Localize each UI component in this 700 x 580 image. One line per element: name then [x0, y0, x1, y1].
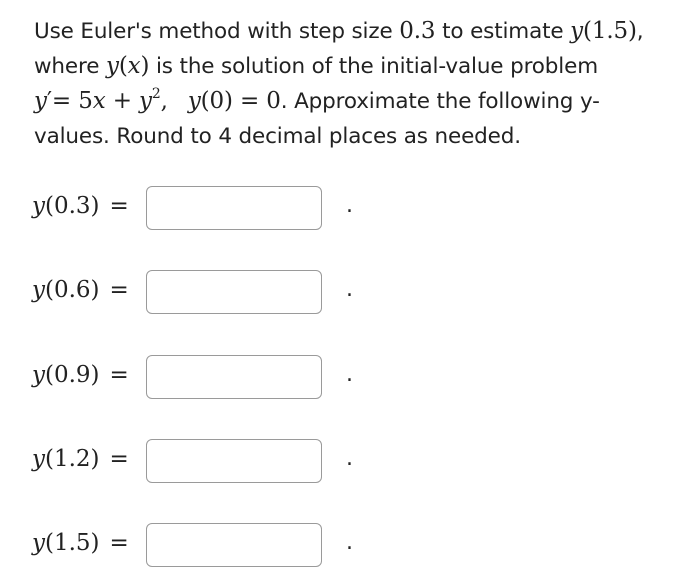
- ode-prime: ′: [46, 88, 52, 114]
- solution-variable: x: [127, 53, 141, 79]
- solution-function: y: [105, 53, 119, 79]
- equals-sign: =: [109, 362, 129, 388]
- problem-text: to estimate: [435, 19, 571, 44]
- ode-equals: = 5: [51, 88, 93, 114]
- ode-plus: +: [105, 88, 139, 114]
- step-size-value: 0.3: [399, 18, 436, 44]
- answer-row-4: [32, 438, 372, 488]
- initial-condition: [188, 89, 281, 114]
- target-argument: (1.5): [583, 18, 637, 44]
- problem-statement: [34, 14, 684, 154]
- answer-label: [32, 446, 129, 472]
- problem-text: ,: [636, 19, 644, 44]
- problem-text: . Approximate the following y-: [280, 89, 600, 114]
- answer-row-1: [32, 185, 372, 235]
- equals-sign: =: [109, 277, 129, 303]
- ode-y: y: [34, 88, 47, 114]
- answer-argument: (0.6): [45, 277, 100, 303]
- answer-row-3: [32, 354, 372, 404]
- target-function: y: [570, 18, 584, 44]
- equals-sign: =: [109, 530, 129, 556]
- answer-row-5: [32, 522, 372, 572]
- answer-function: y: [32, 530, 45, 556]
- trailing-period: .: [346, 446, 353, 471]
- problem-text: Use Euler's method with step size: [34, 19, 400, 44]
- answer-function: y: [32, 277, 45, 303]
- differential-equation: [34, 86, 168, 114]
- answer-input-y-1.2[interactable]: [146, 439, 322, 483]
- answer-argument: (1.5): [45, 530, 100, 556]
- answer-input-y-0.9[interactable]: [146, 355, 322, 399]
- trailing-period: .: [346, 530, 353, 555]
- answer-label: [32, 362, 129, 388]
- ode-y-squared: y: [138, 88, 152, 114]
- problem-text: is the solution of the initial-value problem: [149, 54, 598, 79]
- answer-function: y: [32, 446, 45, 472]
- trailing-period: .: [346, 193, 353, 218]
- answer-input-y-0.3[interactable]: [146, 186, 322, 230]
- answer-function: y: [32, 193, 45, 219]
- answer-argument: (0.3): [45, 193, 100, 219]
- equals-sign: =: [109, 193, 129, 219]
- answer-label: [32, 277, 129, 303]
- ic-value: (0) = 0: [200, 88, 281, 114]
- problem-text: where: [34, 54, 106, 79]
- answer-input-y-0.6[interactable]: [146, 270, 322, 314]
- ode-exponent: 2: [151, 86, 161, 102]
- ic-function: y: [187, 88, 201, 114]
- answer-label: [32, 530, 129, 556]
- answer-argument: (1.2): [45, 446, 100, 472]
- paren-close: ): [140, 53, 150, 79]
- ode-x: x: [92, 88, 106, 114]
- answer-argument: (0.9): [45, 362, 100, 388]
- equals-sign: =: [109, 446, 129, 472]
- answer-label: [32, 193, 129, 219]
- ode-comma: ,: [160, 88, 168, 114]
- answer-function: y: [32, 362, 45, 388]
- trailing-period: .: [346, 277, 353, 302]
- problem-text: values. Round to 4 decimal places as needed.: [34, 124, 521, 149]
- answer-input-y-1.5[interactable]: [146, 523, 322, 567]
- paren-open: (: [118, 53, 128, 79]
- trailing-period: .: [346, 362, 353, 387]
- answer-row-2: [32, 269, 372, 319]
